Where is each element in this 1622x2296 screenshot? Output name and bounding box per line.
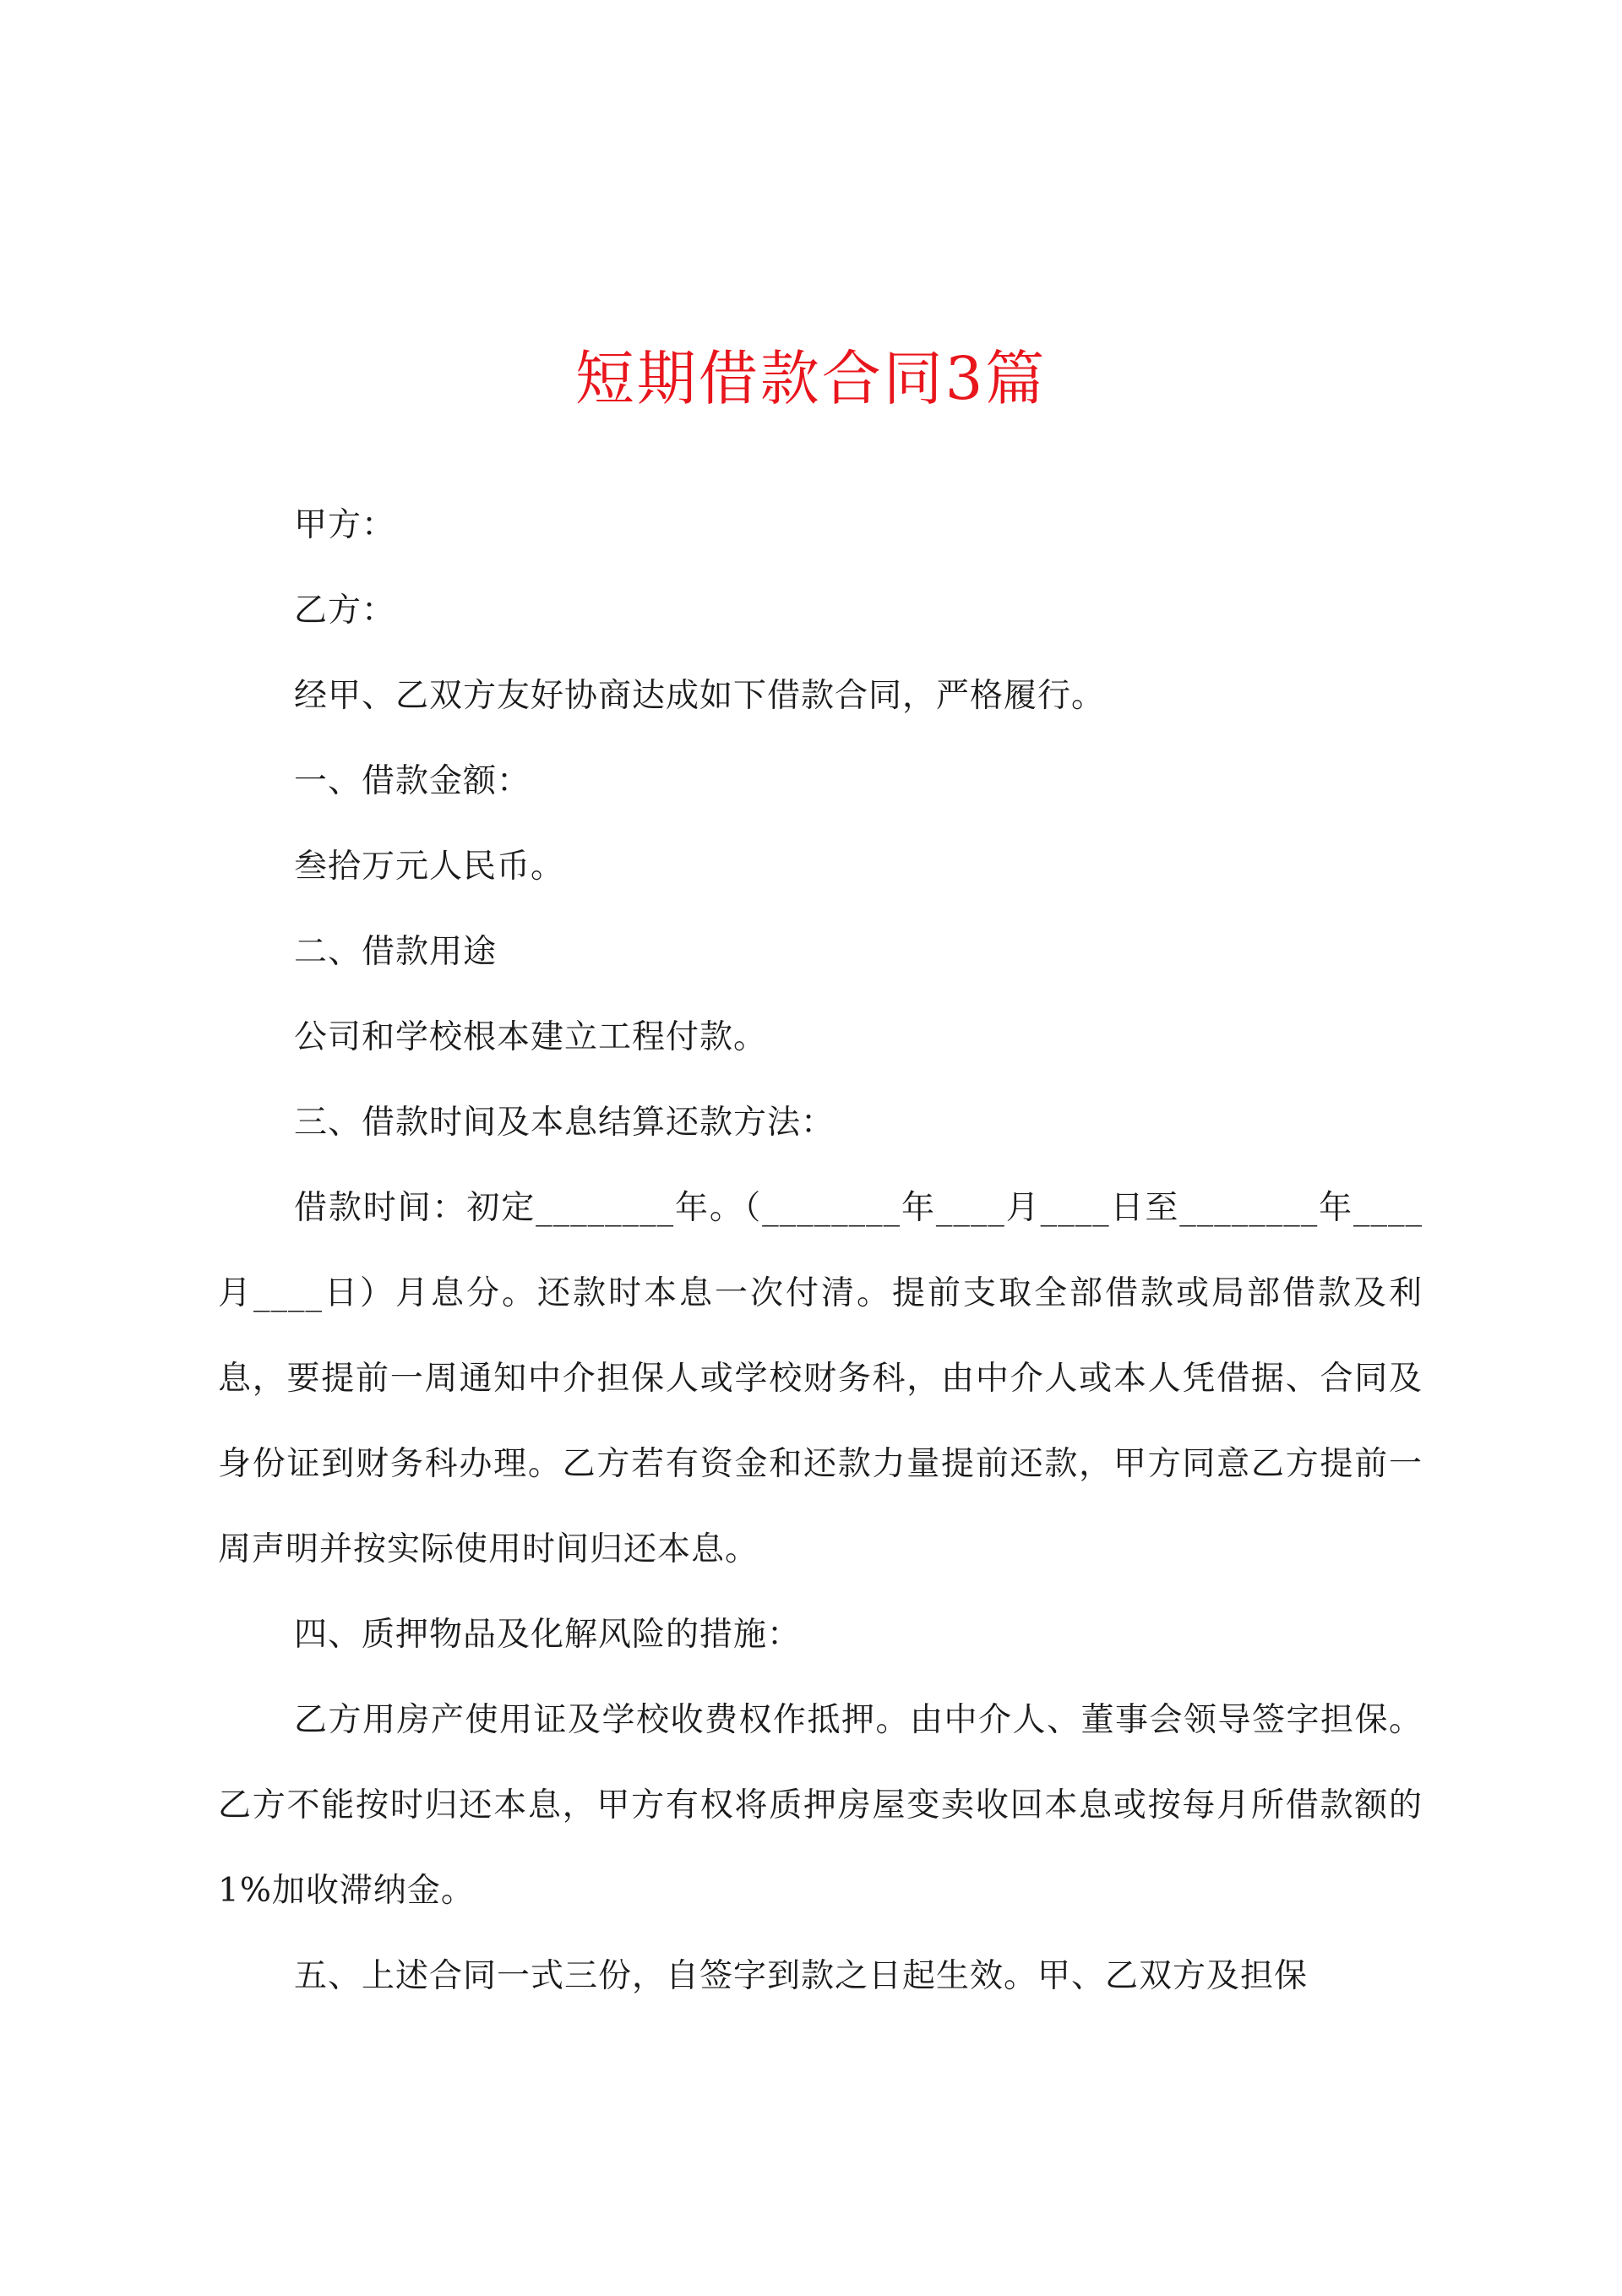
section-heading-amount: 一、借款金额： bbox=[294, 762, 531, 800]
party-b-line: 乙方： bbox=[294, 592, 396, 630]
section-heading-collateral: 四、质押物品及化解风险的措施： bbox=[294, 1616, 802, 1654]
loan-purpose-text: 公司和学校根本建立工程付款。 bbox=[294, 1018, 768, 1056]
document-body bbox=[218, 483, 1423, 2019]
section-five-text: 五、上述合同一式三份，自签字到款之日起生效。甲、乙双方及担保 bbox=[294, 1957, 1309, 1995]
party-a-line: 甲方： bbox=[294, 506, 396, 544]
document-title: 短期借款合同3篇 bbox=[574, 344, 1048, 413]
section-heading-terms: 三、借款时间及本息结算还款方法： bbox=[294, 1104, 835, 1142]
collateral-text: 乙方用房产使用证及学校收费权作抵押。由中介人、董事会领导签字担保。乙方不能按时归还本息，甲方有权将质押房屋变卖收回本息或按每月所借款额的1%加收滞纳金。 bbox=[218, 1701, 1423, 1910]
loan-terms-text: 借款时间：初定________年。（________年____月____日至________年____月____日）月息分。还款时本息一次付清。提前支取全部借款或局部借款及利息，要提前一周通知中介担保人或学校财务科，由中介人或本人凭借据、合同及身份证到财务科办理。乙方若有资金和还款力量提前还款，甲方同意乙方提前一周声明并按实际使用时间归还本息。 bbox=[218, 1189, 1423, 1568]
section-heading-purpose: 二、借款用途 bbox=[294, 933, 498, 971]
loan-amount-text: 叁拾万元人民币。 bbox=[294, 848, 565, 886]
agreement-intro: 经甲、乙双方友好协商达成如下借款合同，严格履行。 bbox=[294, 677, 1106, 715]
